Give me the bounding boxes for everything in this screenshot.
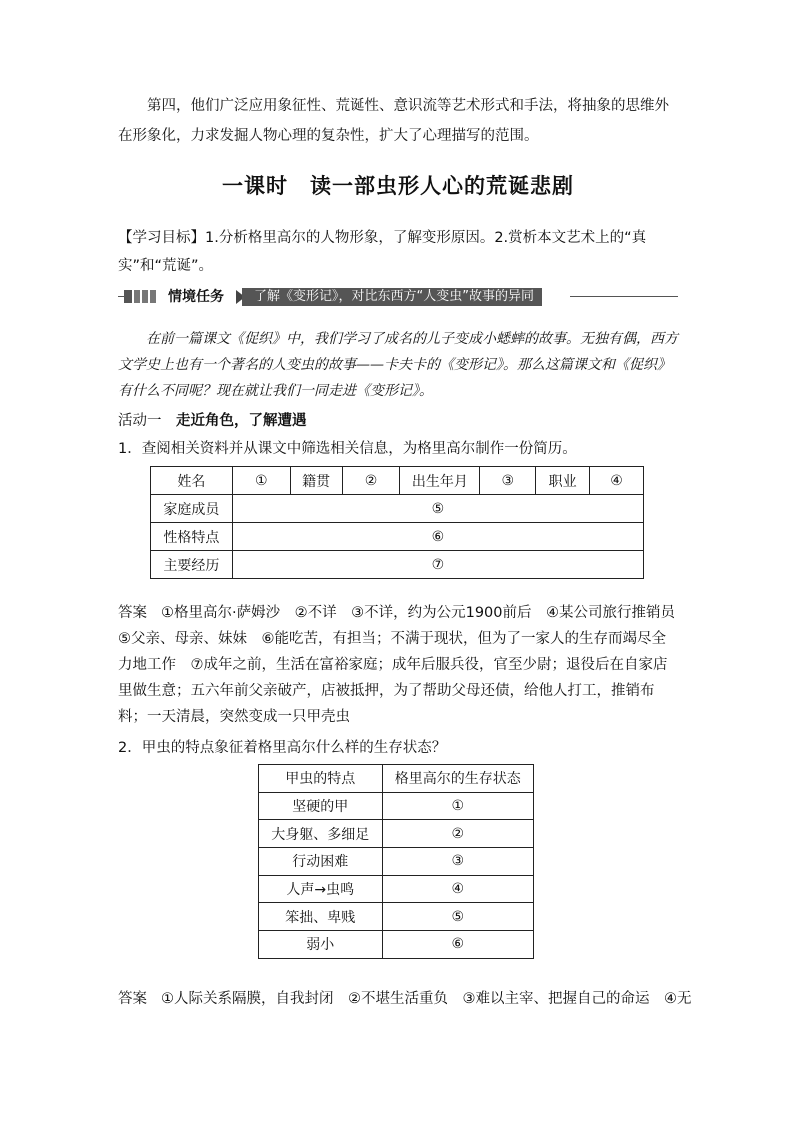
table-header-cell: 格里高尔的生存状态 xyxy=(382,765,533,793)
table-cell: 笨拙、卑贱 xyxy=(259,903,383,931)
situation-task-banner xyxy=(118,287,678,307)
table-cell: 行动困难 xyxy=(259,848,383,876)
banner-label: 情境任务 xyxy=(168,289,224,305)
table-cell: 主要经历 xyxy=(151,551,233,579)
table-row xyxy=(151,495,644,523)
table-cell: ② xyxy=(342,467,400,495)
answer-1-label: 答案 xyxy=(118,605,147,621)
table-row xyxy=(151,551,644,579)
banner-task: 了解《变形记》，对比东西方“人变虫”故事的异同 xyxy=(242,288,542,306)
activity-1-title: 走近角色，了解遭遇 xyxy=(176,413,307,429)
table-cell: ⑦ xyxy=(232,551,643,579)
activity-1 xyxy=(118,410,307,432)
table-header-cell: 甲虫的特点 xyxy=(259,765,383,793)
table-cell: 职业 xyxy=(536,467,590,495)
table-cell: 人声→虫鸣 xyxy=(259,875,383,903)
table-row xyxy=(259,903,534,931)
table-header-row xyxy=(259,765,534,793)
table-cell: ⑥ xyxy=(382,931,533,959)
table-cell: ② xyxy=(382,820,533,848)
banner-rule-right xyxy=(570,296,678,297)
banner-stripes-decoration xyxy=(124,290,156,303)
table-cell: 大身躯、多细足 xyxy=(259,820,383,848)
table-cell: ⑤ xyxy=(232,495,643,523)
resume-table xyxy=(150,466,644,579)
table-cell: ⑤ xyxy=(382,903,533,931)
learning-goals-text: 1.分析格里高尔的人物形象，了解变形原因。2.赏析本文艺术上的“真实”和“荒诞”。 xyxy=(118,230,647,274)
answer-1 xyxy=(118,600,690,730)
table-cell: 家庭成员 xyxy=(151,495,233,523)
table-cell: ⑥ xyxy=(232,523,643,551)
table-cell: 弱小 xyxy=(259,931,383,959)
table-row xyxy=(151,523,644,551)
table-row xyxy=(259,875,534,903)
lesson-title: 一课时 读一部虫形人心的荒诞悲剧 xyxy=(222,174,574,198)
question-1: 1．查阅相关资料并从课文中筛选相关信息，为格里高尔制作一份简历。 xyxy=(118,441,577,457)
intro-paragraph: 第四，他们广泛应用象征性、荒诞性、意识流等艺术形式和手法，将抽象的思维外在形象化，力求发掘人物心理的复杂性，扩大了心理描写的范围。 xyxy=(118,98,669,144)
table-cell: 性格特点 xyxy=(151,523,233,551)
table-cell: ③ xyxy=(382,848,533,876)
table-cell: ④ xyxy=(382,875,533,903)
table-row xyxy=(259,848,534,876)
table-row xyxy=(259,792,534,820)
table-cell: 姓名 xyxy=(151,467,233,495)
table-cell: ① xyxy=(232,467,290,495)
learning-goals xyxy=(118,224,678,280)
table-cell: 出生年月 xyxy=(400,467,480,495)
table-cell: 籍贯 xyxy=(290,467,342,495)
answer-2-text: ①人际关系隔膜，自我封闭 ②不堪生活重负 ③难以主宰、把握自己的命运 ④无 xyxy=(161,991,692,1007)
story-intro: 在前一篇课文《促织》中，我们学习了成名的儿子变成小蟋蟀的故事。无独有偶，西方文学史上也有一个著名的人变虫的故事——卡夫卡的《变形记》。那么这篇课文和《促织》有什么不同呢？现在就让我们一同走进《变形记》。 xyxy=(118,331,678,399)
answer-1-text: ①格里高尔·萨姆沙 ②不详 ③不详，约为公元1900前后 ④某公司旅行推销员 ⑤父亲、母亲、妹妹 ⑥能吃苦，有担当；不满于现状，但为了一家人的生存而竭尽全力地工作 ⑦成年之前，生活在富裕家庭；成年后服兵役，官至少尉；退役后在自家店里做生意；五六年前父亲破产，店被抵押，为了帮助父母还债，给他人打工，推销布料；一天清晨，突然变成一只甲壳虫 xyxy=(118,605,690,725)
beetle-traits-table xyxy=(258,764,534,959)
table-row xyxy=(151,467,644,495)
learning-goals-label: 【学习目标】 xyxy=(118,230,205,246)
table-cell: ③ xyxy=(480,467,536,495)
table-row xyxy=(259,820,534,848)
answer-2-label: 答案 xyxy=(118,991,147,1007)
table-row xyxy=(259,931,534,959)
question-2: 2．甲虫的特点象征着格里高尔什么样的生存状态？ xyxy=(118,740,447,756)
table-cell: ④ xyxy=(590,467,644,495)
table-cell: ① xyxy=(382,792,533,820)
table-cell: 坚硬的甲 xyxy=(259,792,383,820)
activity-1-label: 活动一 xyxy=(118,413,162,429)
answer-2 xyxy=(118,986,692,1012)
